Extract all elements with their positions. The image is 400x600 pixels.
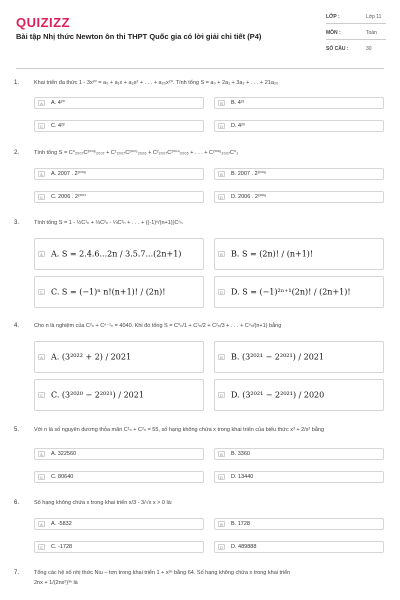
option-a[interactable] [34, 168, 204, 180]
option-letter: B [218, 171, 225, 177]
option-c[interactable] [34, 471, 204, 483]
option-text: B. 4²¹ [231, 100, 245, 106]
option-text: A. 4²⁰ [51, 100, 65, 106]
option-letter: B [218, 521, 225, 527]
meta-label: MÔN : [326, 30, 341, 36]
option-b[interactable] [214, 238, 384, 270]
question-number: 6. [14, 500, 20, 506]
option-letter: B [218, 451, 225, 457]
meta-value: 30 [366, 46, 372, 52]
option-text: A. 322560 [51, 451, 77, 457]
question-text: Cho n là nghiệm của C²ₙ + Cⁿ⁻¹ₙ = 4040. Khi đó tổng S = C⁰ₙ/1 + C¹ₙ/2 + C²ₙ/3 + . . . + Cⁿₙ/(n+1) bằng [34, 323, 282, 329]
option-letter: C [38, 392, 45, 398]
page-title: Bài tập Nhị thức Newton ôn thi THPT Quốc gia có lời giải chi tiết (P4) [16, 32, 262, 41]
question-number: 3. [14, 220, 20, 226]
option-text: A. 2007 . 2²⁰⁰⁶ [51, 171, 87, 177]
option-letter: A [38, 171, 45, 177]
option-letter: A [38, 521, 45, 527]
option-letter: C [38, 544, 45, 550]
option-letter: D [218, 289, 225, 295]
option-letter: D [218, 392, 225, 398]
option-text: D. 13440 [231, 474, 254, 480]
option-a[interactable] [34, 238, 204, 270]
option-text: C. (3²⁰²⁰ − 2²⁰²¹) / 2021 [51, 390, 144, 400]
question-text: Tính tổng S = C⁰₂₀₀₇C²⁰⁰⁶₂₀₀₇ + C¹₂₀₀₇C²⁰⁰⁵₂₀₀₆ + C²₂₀₀₇C²⁰⁰⁴₂₀₀₅ + . . . + C²⁰⁰⁶₂₀₀₇C⁰₁ [34, 150, 239, 156]
option-d[interactable] [214, 471, 384, 483]
option-text: B. (3²⁰²¹ − 2²⁰²¹) / 2021 [231, 352, 324, 362]
question-text: Tính tổng S = 1 - ½C¹ₙ + ⅓C²ₙ - ¼C³ₙ + . . . + ((-1)ⁿ/(n+1))Cⁿₙ [34, 220, 183, 226]
option-letter: C [38, 123, 45, 129]
meta-value: Lớp 11 [366, 14, 382, 20]
option-c[interactable] [34, 379, 204, 411]
option-letter: D [218, 544, 225, 550]
question-text: Khai triển đa thức 1 - 3x²⁰ = a₀ + a₁x + a₂x² + . . . + a₂₀x²⁰. Tính tổng S = a₀ + 2a₁ + 3a₂ + . . . + 21a₂₀ [34, 80, 279, 86]
meta-value: Toán [366, 30, 377, 36]
option-b[interactable] [214, 97, 384, 109]
option-text: B. 1728 [231, 521, 250, 527]
option-text: A. (3²⁰²² + 2) / 2021 [51, 352, 132, 362]
question-number: 1. [14, 80, 20, 86]
option-text: B. S = (2n)! / (n+1)! [231, 249, 314, 259]
option-d[interactable] [214, 120, 384, 132]
option-b[interactable] [214, 168, 384, 180]
question-text: Tổng các hệ số nhị thức Niu – tơn trong khai triển 1 + x³ⁿ bằng 64. Số hạng không chứa x trong khai triển [34, 570, 291, 576]
option-a[interactable] [34, 518, 204, 530]
meta-divider [326, 39, 386, 40]
option-text: D. 2006 . 2²⁰⁰⁶ [231, 194, 267, 200]
option-text: A. -5832 [51, 521, 72, 527]
option-letter: A [38, 100, 45, 106]
option-d[interactable] [214, 379, 384, 411]
header-divider [16, 68, 384, 69]
option-b[interactable] [214, 341, 384, 373]
meta-label: SỐ CÂU : [326, 46, 349, 52]
option-c[interactable] [34, 120, 204, 132]
option-letter: B [218, 251, 225, 257]
option-c[interactable] [34, 541, 204, 553]
option-letter: A [38, 451, 45, 457]
option-text: C. -1728 [51, 544, 73, 550]
option-a[interactable] [34, 448, 204, 460]
option-text: B. 3360 [231, 451, 250, 457]
option-letter: D [218, 123, 225, 129]
option-text: C. 2006 . 2²⁰⁰⁷ [51, 194, 87, 200]
option-letter: C [38, 194, 45, 200]
option-letter: C [38, 474, 45, 480]
option-letter: A [38, 251, 45, 257]
header [0, 0, 400, 68]
option-letter: C [38, 289, 45, 295]
question-number: 7. [14, 570, 20, 576]
option-text: D. 4²³ [231, 123, 245, 129]
quizizz-logo: QUIZIZZ [16, 15, 71, 30]
option-letter: D [218, 474, 225, 480]
option-a[interactable] [34, 97, 204, 109]
option-d[interactable] [214, 276, 384, 308]
option-letter: B [218, 100, 225, 106]
question-number: 2. [14, 150, 20, 156]
question-text: Với n là số nguyên dương thỏa mãn C¹ₙ + C²ₙ = 55, số hạng không chứa x trong khai triển của biểu thức x³ + 2/x² bằng [34, 427, 325, 433]
option-text: A. S = 2.4.6...2n / 3.5.7...(2n+1) [51, 249, 182, 259]
meta-label: LỚP : [326, 14, 340, 20]
question-text-line-2: 2nx + 1/(2nx²)³ⁿ là [34, 580, 78, 586]
option-c[interactable] [34, 276, 204, 308]
option-text: D. 489888 [231, 544, 257, 550]
option-letter: B [218, 354, 225, 360]
question-number: 5. [14, 427, 20, 433]
option-letter: A [38, 354, 45, 360]
option-b[interactable] [214, 518, 384, 530]
question-text: Số hạng không chứa x trong khai triển x/3 - 3/√x x > 0 là: [34, 500, 173, 506]
option-text: D. S = (−1)²ⁿ⁺¹(2n)! / (2n+1)! [231, 287, 351, 297]
meta-divider [326, 23, 386, 24]
option-text: C. 4²² [51, 123, 65, 129]
option-a[interactable] [34, 341, 204, 373]
option-text: D. (3²⁰²¹ − 2²⁰²¹) / 2020 [231, 390, 325, 400]
option-d[interactable] [214, 541, 384, 553]
option-text: C. S = (−1)ⁿ n!(n+1)! / (2n)! [51, 287, 166, 297]
option-text: C. 80640 [51, 474, 74, 480]
option-b[interactable] [214, 448, 384, 460]
option-letter: D [218, 194, 225, 200]
option-d[interactable] [214, 191, 384, 203]
question-number: 4. [14, 323, 20, 329]
option-text: B. 2007 . 2²⁰⁰⁶ [231, 171, 267, 177]
option-c[interactable] [34, 191, 204, 203]
